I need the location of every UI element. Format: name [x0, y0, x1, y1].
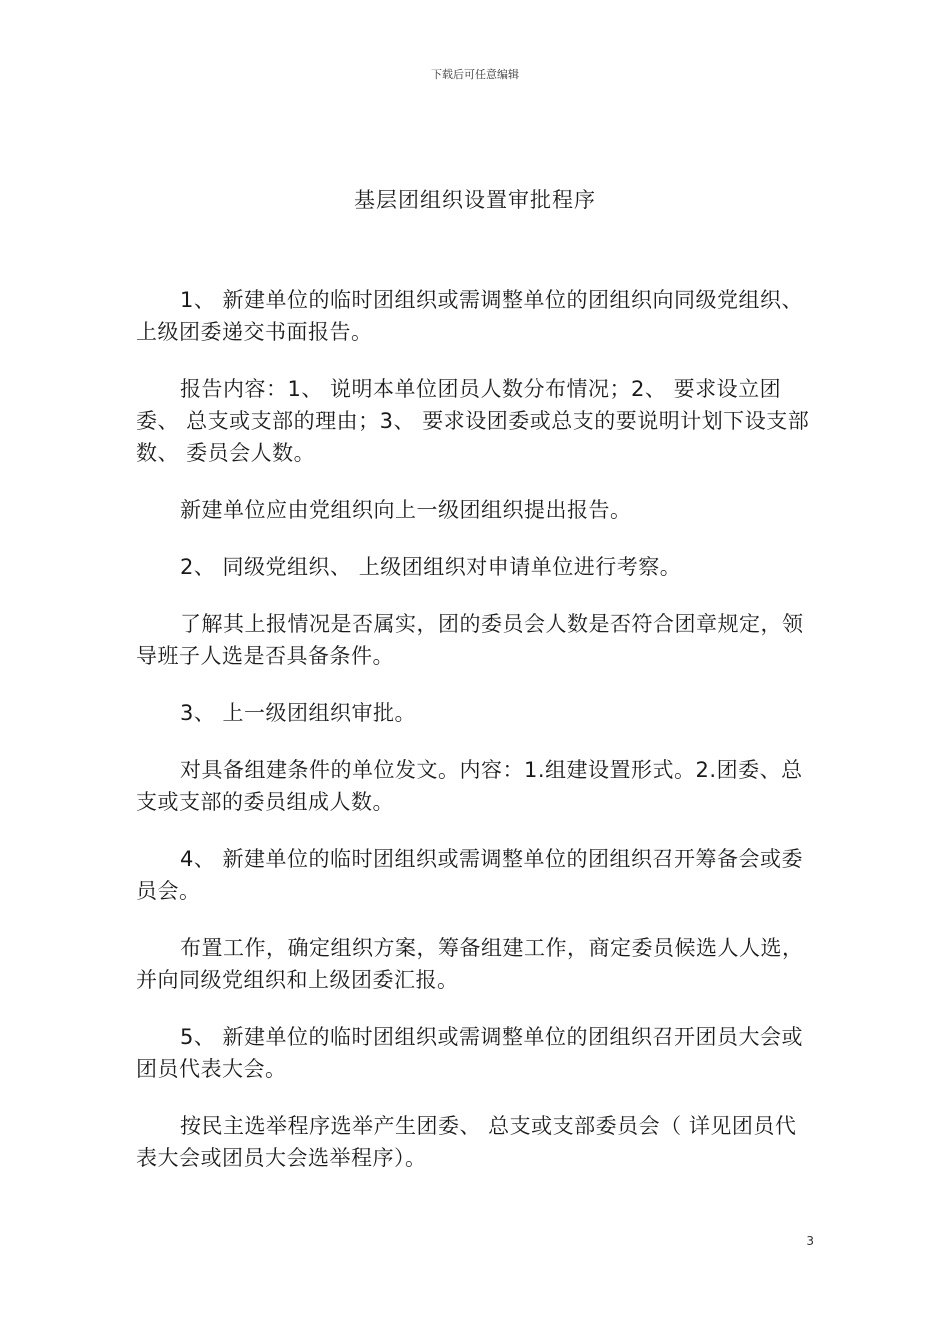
paragraph-step-1: 1、 新建单位的临时团组织或需调整单位的团组织向同级党组织、 上级团委递交书面报告。	[136, 288, 804, 344]
document-body	[136, 284, 816, 1199]
paragraph-inspection-detail: 了解其上报情况是否属实，团的委员会人数是否符合团章规定，领导班子人选是否具备条件。	[136, 612, 804, 668]
page-number: 3	[806, 1234, 814, 1248]
paragraph-preparation-detail: 布置工作，确定组织方案，筹备组建工作，商定委员候选人人选，并向同级党组织和上级团委汇报。	[136, 936, 804, 992]
paragraph-new-unit-report: 新建单位应由党组织向上一级团组织提出报告。	[180, 498, 632, 522]
document-title: 基层团组织设置审批程序	[354, 188, 596, 212]
paragraph-election-detail: 按民主选举程序选举产生团委、 总支或支部委员会（ 详见团员代表大会或团员大会选举程序）。	[136, 1114, 797, 1170]
paragraph-step-5: 5、 新建单位的临时团组织或需调整单位的团组织召开团员大会或团员代表大会。	[136, 1025, 804, 1081]
paragraph-report-content: 报告内容：1、 说明本单位团员人数分布情况；2、 要求设立团委、 总支或支部的理由；3、 要求设团委或总支的要说明计划下设支部数、 委员会人数。	[136, 377, 810, 465]
paragraph-approval-detail: 对具备组建条件的单位发文。内容：1.组建设置形式。2.团委、总支或支部的委员组成人数。	[136, 758, 803, 814]
paragraph-step-4: 4、 新建单位的临时团组织或需调整单位的团组织召开筹备会或委员会。	[136, 847, 804, 903]
page-header-note: 下载后可任意编辑	[431, 68, 519, 81]
paragraph-step-2: 2、 同级党组织、 上级团组织对申请单位进行考察。	[180, 555, 682, 579]
paragraph-step-3: 3、 上一级团组织审批。	[180, 701, 417, 725]
